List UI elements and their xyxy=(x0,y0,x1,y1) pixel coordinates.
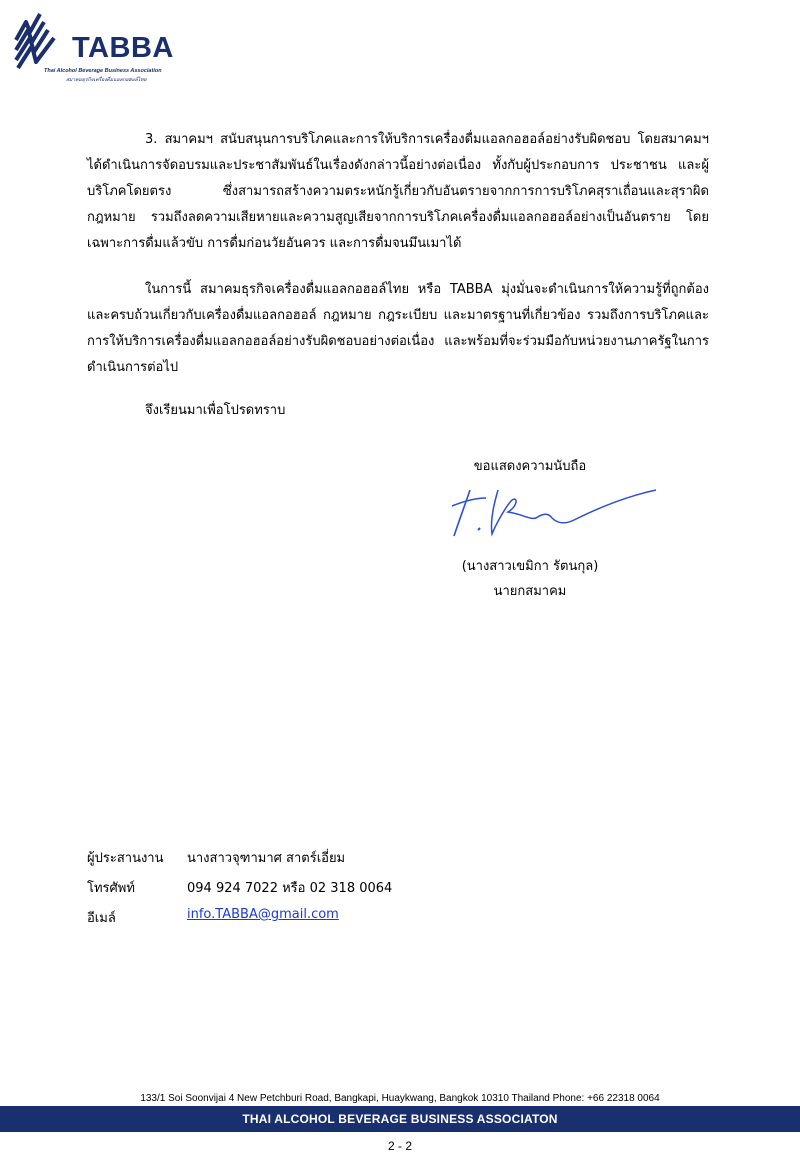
closing-regards: ขอแสดงความนับถือ xyxy=(473,459,587,474)
logo-tagline-en: Thai Alcohol Beverage Business Association xyxy=(44,68,162,74)
footer-association-bar: THAI ALCOHOL BEVERAGE BUSINESS ASSOCIATON xyxy=(0,1106,800,1132)
phone-label: โทรศัพท์ xyxy=(87,881,135,896)
logo-tagline-th: สมาคมธุรกิจเครื่องดื่มแอลกอฮอล์ไทย xyxy=(66,77,147,83)
handwritten-signature xyxy=(448,484,663,544)
paragraph-2: ในการนี้ สมาคมธุรกิจเครื่องดื่มแอลกอฮอล์ไทย หรือ TABBA มุ่งมั่นจะดำเนินการให้ความรู้ที่ถูกต้องและครบถ้วนเกี่ยวกับเครื่องดื่มแอลกอฮอล์ กฎหมาย กฎระเบียบ และมาตรฐานที่เกี่ยวข้อง รวมถึงการบริโภคและการให้บริการเครื่องดื่มแอลกอฮอล์อย่างรับผิดชอบอย่างต่อเนื่อง และพร้อมที่จะร่วมมือกับหน่วยงานภาครัฐในการดำเนินการต่อไป xyxy=(87,282,709,375)
paragraph-3: จึงเรียนมาเพื่อโปรดทราบ xyxy=(145,403,286,418)
logo-brand: TABBA xyxy=(72,32,174,64)
signatory-position: นายกสมาคม xyxy=(493,584,567,599)
paragraph-1: 3. สมาคมฯ สนับสนุนการบริโภคและการให้บริการเครื่องดื่มแอลกอฮอล์อย่างรับผิดชอบ โดยสมาคมฯ ได้ดำเนินการจัดอบรมและประชาสัมพันธ์ในเรื่องดังกล่าวนี้อย่างต่อเนื่อง ทั้งกับผู้ประกอบการ ประชาชน และผู้บริโภคโดยตรง ซึ่งสามารถสร้างความตระหนักรู้เกี่ยวกับอันตรายจากการการบริโภคสุราเถื่อนและสุราผิดกฎหมาย รวมถึงลดความเสียหายและความสูญเสียจากการบริโภคเครื่องดื่มแอลกอฮอล์อย่างเป็นอันตราย โดยเฉพาะการดื่มแล้วขับ การดื่มก่อนวัยอันควร และการดื่มจนมึนเมาได้ xyxy=(87,132,709,251)
coordinator-label: ผู้ประสานงาน xyxy=(87,851,164,866)
page-number: 2 - 2 xyxy=(387,1139,412,1153)
email-label: อีเมล์ xyxy=(87,911,116,926)
footer-address: 133/1 Soi Soonvijai 4 New Petchburi Road, Bangkapi, Huaykwang, Bangkok 10310 Thailand Phone: +66 22318 0064 xyxy=(140,1093,660,1104)
wave-logo-icon xyxy=(14,10,74,70)
signatory-name: (นางสาวเขมิกา รัตนกุล) xyxy=(461,559,599,574)
coordinator-value: นางสาวจุฑามาศ สาตร์เอี่ยม xyxy=(187,851,346,866)
email-link[interactable]: info.TABBA@gmail.com xyxy=(187,907,339,922)
tabba-logo xyxy=(14,10,174,83)
phone-value: 094 924 7022 หรือ 02 318 0064 xyxy=(187,881,393,896)
